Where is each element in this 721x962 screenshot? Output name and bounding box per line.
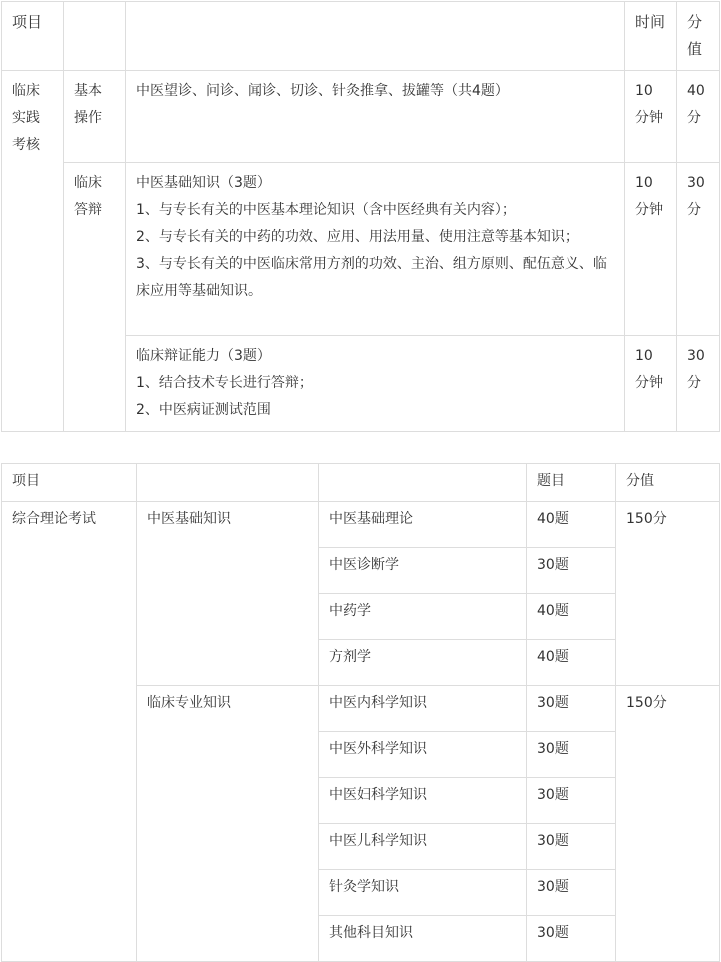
subject-name: 中医外科学知识 (319, 732, 527, 778)
subject-questions: 30题 (527, 824, 616, 870)
header-empty (64, 2, 126, 71)
row-time: 10分钟 (625, 163, 677, 336)
subject-name: 中医妇科学知识 (319, 778, 527, 824)
group-name: 中医基础知识 (137, 502, 319, 686)
section-label: 综合理论考试 (2, 502, 137, 962)
header-score: 分值 (616, 464, 720, 502)
table-row (2, 502, 720, 548)
subject-name: 其他科目知识 (319, 916, 527, 962)
subject-questions: 30题 (527, 548, 616, 594)
header-score: 分值 (677, 2, 720, 71)
subject-name: 方剂学 (319, 640, 527, 686)
content-line: 中医望诊、问诊、闻诊、切诊、针灸推拿、拔罐等（共4题） (136, 83, 509, 99)
table-header-row (2, 464, 720, 502)
subject-questions: 30题 (527, 686, 616, 732)
group-score: 150分 (616, 686, 720, 962)
subject-name: 中医内科学知识 (319, 686, 527, 732)
row-score: 30分 (677, 336, 720, 432)
table-row (2, 163, 720, 336)
header-item: 项目 (2, 2, 64, 71)
group-score: 150分 (616, 502, 720, 686)
content-line: 2、与专长有关的中药的功效、应用、用法用量、使用注意等基本知识； (136, 229, 579, 245)
subject-name: 中医基础理论 (319, 502, 527, 548)
row-content (126, 71, 625, 163)
header-empty (126, 2, 625, 71)
header-empty (137, 464, 319, 502)
row-category: 基本操作 (64, 71, 126, 163)
subject-questions: 30题 (527, 916, 616, 962)
row-score: 40分 (677, 71, 720, 163)
subject-questions: 40题 (527, 502, 616, 548)
theory-exam-table (1, 463, 720, 962)
row-score: 30分 (677, 163, 720, 336)
subject-name: 针灸学知识 (319, 870, 527, 916)
table-row (2, 71, 720, 163)
header-empty (319, 464, 527, 502)
group-name: 临床专业知识 (137, 686, 319, 962)
row-category: 临床答辩 (64, 163, 126, 432)
subject-questions: 40题 (527, 640, 616, 686)
content-line: 临床辩证能力（3题） (136, 348, 271, 364)
row-time: 10分钟 (625, 71, 677, 163)
row-content (126, 336, 625, 432)
content-line: 3、与专长有关的中医临床常用方剂的功效、主治、组方原则、配伍意义、临床应用等基础知识。 (136, 256, 607, 299)
section-label: 临床实践考核 (2, 71, 64, 432)
subject-questions: 30题 (527, 778, 616, 824)
subject-questions: 30题 (527, 732, 616, 778)
content-line: 中医基础知识（3题） (136, 175, 271, 191)
header-time: 时间 (625, 2, 677, 71)
header-item: 项目 (2, 464, 137, 502)
subject-name: 中医儿科学知识 (319, 824, 527, 870)
content-line: 2、中医病证测试范围 (136, 402, 271, 418)
row-time: 10分钟 (625, 336, 677, 432)
subject-name: 中药学 (319, 594, 527, 640)
row-content (126, 163, 625, 336)
content-line: 1、结合技术专长进行答辩； (136, 375, 313, 391)
subject-questions: 30题 (527, 870, 616, 916)
subject-name: 中医诊断学 (319, 548, 527, 594)
practice-exam-table (1, 1, 720, 432)
table-header-row (2, 2, 720, 71)
header-questions: 题目 (527, 464, 616, 502)
content-line: 1、与专长有关的中医基本理论知识（含中医经典有关内容）； (136, 202, 516, 218)
subject-questions: 40题 (527, 594, 616, 640)
